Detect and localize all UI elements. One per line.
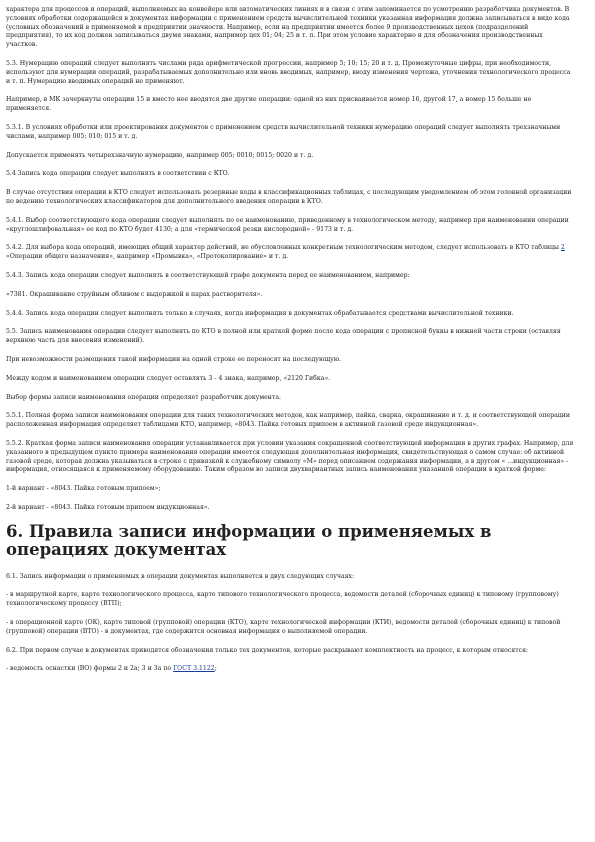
paragraph-kto-reserve: В случае отсутствия операции в КТО следует использовать резервные коды в классификационных таблицах, с последующим уведомлением об этом головной организации по ведению технологических классификаторов для дополнительного введения операции в КТО.	[6, 189, 572, 205]
last-line-suffix: ;	[214, 665, 217, 673]
paragraph-5-4-2-part1: 5.4.2. Для выбора кода операций, имеющих общий характер действий, не обусловленных конкретным технологическим методом, следует использовать в КТО таблицы	[6, 244, 561, 252]
paragraph-5-5-1: 5.5.1. Полная форма записи наименования операции для таких технологических методов, как например, пайка, сварка, окрашивание и т. д. и соответствующей операции расположенная информация определяет таблицами КТО, например, «8043. Пайка готовых припоем в активной газовой среде индукционная».	[6, 412, 570, 429]
paragraph-variant-1: 1-й вариант - «8043. Пайка готовым припоем»;	[6, 485, 161, 493]
paragraph-line-wrap: При невозможности размещения такой информации на одной строке ее переносят на последующую.	[6, 355, 342, 363]
paragraph-5-4: 5.4 Запись кода операции следует выполнять в соответствии с КТО.	[6, 170, 230, 178]
paragraph-four-digit: Допускается применять четырехзначную нумерацию, например 005; 0010; 0015; 0020 и т. д.	[6, 151, 314, 159]
paragraph-5-5-2: 5.5.2. Краткая форма записи наименования операции устанавливается при условии указания сокращенной соответствующей информации в других графах. Например, для указанного в предыдущем пункте примера наименования операции имеется следующая дополнительная информация, свидетельствующая о самом случае: об активной газовой среде, которая должна указываться в строке с привязкой к служебному символу «М» перед описанием содержания информации, а в другом « ...индукционная» - информация, относящаяся к применяемому оборудованию. Таким образом во записи двухвариантных запись наименования указанной операции в краткой форме:	[6, 439, 574, 474]
paragraph-5-5: 5.5. Запись наименования операции следует выполнять по КТО в полной или краткой форме после кода операции с прописной буквы в нижней части строки (оставляя верхнюю часть для внесения изменений).	[6, 328, 561, 345]
paragraph-5-3-1: 5.3.1. В условиях обработки или проектирования документов с применением средств вычислительной техники нумерацию операций следует выполнять трехзначными числами, например 005; 010; 015 и т. д.	[6, 123, 561, 140]
paragraph-intro: характера для процессов и операций, выполняемых на конвейере или автоматических линиях и в связи с этим запоминается по усмотрению разработчика документов. В условиях обработки содержащейся в документах информации с применением средств вычислительной техники указанная информация должна записываться в виде кода (условных обозначений в применяемой в предприятии значности. Например, если на предприятии имеется более 9 производственных цехов (подразделений предприятия), то их код должен записываться двумя знаками, например цех 01; 04; 25 и т. п. При этом условие характерно и для обозначения производственных участков.	[6, 6, 570, 49]
paragraph-route-card: - в маршрутной карте, карте технологического процесса, карте типового технологического процесса, ведомости деталей (сборочных единиц) к типовому (групповому) технологическому процессу (ВТП);	[6, 591, 559, 608]
paragraph-5-4-4: 5.4.4. Запись кода операции следует выполнять только в случаях, когда информация в документах обрабатывается средствами вычислительной техники.	[6, 309, 514, 317]
paragraph-example-mk: Например, в МК зачеркнуты операции 15 и вместо нее вводятся две другие операции: одной из них присваивается номер 16, другой 17, а номер 15 больше не применяется.	[6, 96, 532, 113]
paragraph-form-choice: Выбор формы записи наименования операции определяет разработчик документа.	[6, 393, 282, 401]
paragraph-5-4-2	[6, 244, 575, 262]
paragraph-spacing: Между кодом и наименованием операции следует оставлять 3 - 4 знака, например, «2120 Гибка».	[6, 374, 331, 382]
paragraph-6-1: 6.1. Запись информации о применяемых в операции документах выполняется в двух следующих случаях:	[6, 572, 355, 580]
paragraph-example-7381: «7381. Окрашивание струйным обливом с выдержкой в парах растворителя».	[6, 290, 263, 298]
paragraph-operation-card: - в операционной карте (ОК), карте типовой (групповой) операции (КТО), карте технологической информации (КТИ), ведомости деталей (сборочных единиц) к типовой (групповой) операции (ВТО) - в документах, где содержится основная информация о выполняемой операции.	[6, 619, 561, 635]
paragraph-last-line	[6, 665, 575, 674]
table-2-link[interactable]: 2	[560, 244, 565, 252]
last-line-prefix: - ведомость оснастки (ВО) формы 2 и 2а; 3 и 3а по	[6, 665, 174, 673]
paragraph-5-3: 5.3. Нумерацию операций следует выполнять числами ряда арифметической прогрессии, например 5; 10; 15; 20 и т. д. Промежуточные цифры, при необходимости, используют для нумерации операций, разрабатываемых дополнительно или вновь вводимых, например, вводу изменения чертежа, уточнения технологического процесса и т. п. Нумерацию вводимых операций не применяют.	[6, 59, 571, 85]
paragraph-6-2: 6.2. При первом случае в документах приводятся обозначения только тех документов, которые раскрывают комплектность на процесс, к которым относятся:	[6, 646, 529, 654]
paragraph-5-4-2-part2: «Операции общего назначения», например «Промывка», «Протоколирование» и т. д.	[6, 253, 289, 261]
section-heading-6: 6. Правила записи информации о применяемых в операциях документах	[6, 521, 492, 560]
gost-link[interactable]: ГОСТ 3.1122	[173, 665, 215, 673]
paragraph-5-4-1: 5.4.1. Выбор соответствующего кода операции следует выполнять по ее наименованию, приведенному в технологическом методу, например при наименовании операции «круглошлифовальная» ее код по КТО будет 4130; а для «термической резки кислородной» - 9173 и т. д.	[6, 216, 569, 233]
paragraph-5-4-3: 5.4.3. Запись кода операции следует выполнять в соответствующей графе документа перед ее наименованием, например:	[6, 271, 410, 279]
paragraph-variant-2: 2-й вариант - «8043. Пайка готовым припоем индукционная».	[6, 503, 210, 511]
